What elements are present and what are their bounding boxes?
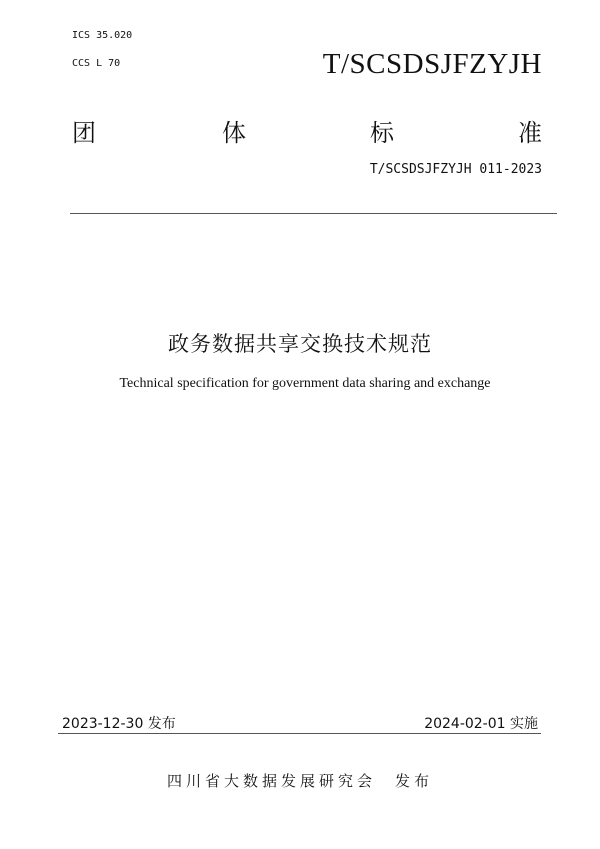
footer-divider [58, 733, 541, 734]
header-divider [70, 213, 557, 214]
standard-type-char: 标 [370, 119, 394, 147]
standard-type-char: 准 [518, 119, 542, 147]
standard-type-char: 体 [222, 119, 246, 147]
standard-type-char: 团 [72, 119, 96, 147]
document-title-english: Technical specification for government data sharing and exchange [119, 376, 491, 391]
implementation-date: 2024-02-01 实施 [424, 716, 538, 732]
publish-date: 2023-12-30 发布 [62, 716, 176, 732]
organization-code: T/SCSDSJFZYJH [322, 48, 542, 80]
ics-code: ICS 35.020 [72, 30, 133, 41]
standard-number: T/SCSDSJFZYJH 011-2023 [369, 162, 542, 177]
ccs-code: CCS L 70 [72, 58, 121, 69]
document-title-chinese: 政务数据共享交换技术规范 [168, 332, 432, 356]
publisher: 四川省大数据发展研究会 发布 [166, 772, 433, 790]
